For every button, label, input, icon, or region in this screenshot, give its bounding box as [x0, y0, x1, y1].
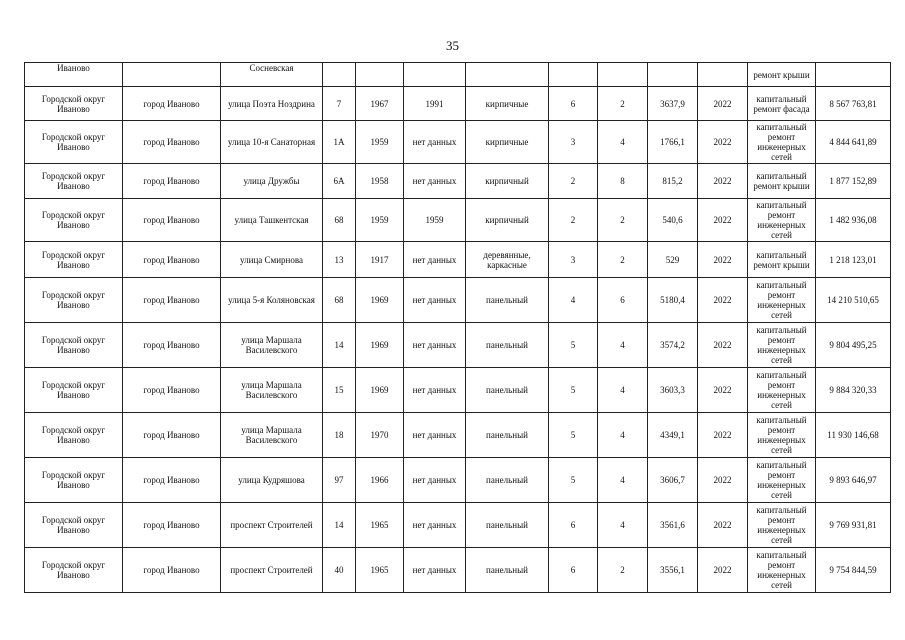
- renovated-cell: нет данных: [404, 548, 466, 593]
- entrances-cell: 2: [598, 548, 648, 593]
- area-cell: 3603,3: [648, 368, 698, 413]
- floors-cell: 6: [549, 503, 598, 548]
- renovated-cell: нет данных: [404, 503, 466, 548]
- work-cell: капитальный ремонт инженерных сетей: [748, 323, 816, 368]
- entrances-cell: 4: [598, 323, 648, 368]
- floors-cell: 4: [549, 278, 598, 323]
- table-row: [25, 199, 891, 242]
- house-cell: 68: [323, 278, 356, 323]
- walls-cell: панельный: [466, 413, 549, 458]
- settlement-cell: город Иваново: [123, 242, 221, 278]
- house-cell: 97: [323, 458, 356, 503]
- housing-repair-table: [24, 62, 891, 593]
- work-cell: капитальный ремонт инженерных сетей: [748, 458, 816, 503]
- settlement-cell: город Иваново: [123, 278, 221, 323]
- settlement-cell: город Иваново: [123, 548, 221, 593]
- walls-cell: панельный: [466, 503, 549, 548]
- table-row: [25, 548, 891, 593]
- year-cell: 2022: [698, 199, 748, 242]
- table-row: [25, 164, 891, 199]
- renovated-cell: нет данных: [404, 413, 466, 458]
- renovated-cell: нет данных: [404, 242, 466, 278]
- renovated-cell: нет данных: [404, 164, 466, 199]
- municipality-cell: Городской округ Иваново: [25, 458, 123, 503]
- settlement-cell: город Иваново: [123, 164, 221, 199]
- work-cell: капитальный ремонт крыши: [748, 164, 816, 199]
- year-cell: 2022: [698, 458, 748, 503]
- table-row: [25, 368, 891, 413]
- area-cell: 529: [648, 242, 698, 278]
- municipality-cell: Городской округ Иваново: [25, 199, 123, 242]
- municipality-cell: Городской округ Иваново: [25, 323, 123, 368]
- year-cell: 2022: [698, 548, 748, 593]
- area-cell: 815,2: [648, 164, 698, 199]
- floors-cell: 5: [549, 323, 598, 368]
- cost-cell: 1 218 123,01: [816, 242, 891, 278]
- settlement-cell: город Иваново: [123, 368, 221, 413]
- area-cell: 4349,1: [648, 413, 698, 458]
- street-cell: улица Маршала Василевского: [221, 368, 323, 413]
- year-cell: 2022: [698, 413, 748, 458]
- year-cell: 2022: [698, 164, 748, 199]
- cost-cell: 11 930 146,68: [816, 413, 891, 458]
- walls-cell: панельный: [466, 368, 549, 413]
- renovated-cell: 1991: [404, 87, 466, 121]
- area-cell: 1766,1: [648, 121, 698, 164]
- municipality-cell: Иваново: [25, 63, 123, 87]
- house-cell: 18: [323, 413, 356, 458]
- area-cell: 3556,1: [648, 548, 698, 593]
- area-cell: 3561,6: [648, 503, 698, 548]
- built-cell: 1965: [356, 548, 404, 593]
- municipality-cell: Городской округ Иваново: [25, 121, 123, 164]
- year-cell: 2022: [698, 503, 748, 548]
- house-cell: 15: [323, 368, 356, 413]
- municipality-cell: Городской округ Иваново: [25, 548, 123, 593]
- street-cell: проспект Строителей: [221, 548, 323, 593]
- built-cell: 1967: [356, 87, 404, 121]
- table-row: [25, 323, 891, 368]
- street-cell: улица Дружбы: [221, 164, 323, 199]
- walls-cell: панельный: [466, 278, 549, 323]
- walls-cell: кирпичный: [466, 199, 549, 242]
- built-cell: 1959: [356, 121, 404, 164]
- built-cell: 1965: [356, 503, 404, 548]
- area-cell: 540,6: [648, 199, 698, 242]
- settlement-cell: город Иваново: [123, 199, 221, 242]
- municipality-cell: Городской округ Иваново: [25, 368, 123, 413]
- street-cell: улица 10-я Санаторная: [221, 121, 323, 164]
- settlement-cell: [123, 63, 221, 87]
- settlement-cell: город Иваново: [123, 323, 221, 368]
- street-cell: улица 5-я Коляновская: [221, 278, 323, 323]
- settlement-cell: город Иваново: [123, 121, 221, 164]
- floors-cell: 5: [549, 368, 598, 413]
- entrances-cell: 4: [598, 458, 648, 503]
- work-cell: капитальный ремонт фасада: [748, 87, 816, 121]
- work-cell: капитальный ремонт инженерных сетей: [748, 199, 816, 242]
- walls-cell: кирпичные: [466, 121, 549, 164]
- walls-cell: кирпичный: [466, 164, 549, 199]
- cost-cell: 4 844 641,89: [816, 121, 891, 164]
- work-cell: капитальный ремонт инженерных сетей: [748, 368, 816, 413]
- floors-cell: 6: [549, 548, 598, 593]
- entrances-cell: 4: [598, 413, 648, 458]
- work-cell: капитальный ремонт инженерных сетей: [748, 413, 816, 458]
- work-cell: ремонт крыши: [748, 63, 816, 87]
- entrances-cell: 4: [598, 503, 648, 548]
- renovated-cell: нет данных: [404, 121, 466, 164]
- municipality-cell: Городской округ Иваново: [25, 413, 123, 458]
- year-cell: 2022: [698, 323, 748, 368]
- house-cell: 6А: [323, 164, 356, 199]
- built-cell: 1969: [356, 278, 404, 323]
- floors-cell: 2: [549, 164, 598, 199]
- entrances-cell: 2: [598, 242, 648, 278]
- table-row-continued: [25, 63, 891, 87]
- entrances-cell: 2: [598, 199, 648, 242]
- municipality-cell: Городской округ Иваново: [25, 87, 123, 121]
- floors-cell: 5: [549, 413, 598, 458]
- year-cell: 2022: [698, 278, 748, 323]
- floors-cell: 2: [549, 199, 598, 242]
- renovated-cell: 1959: [404, 199, 466, 242]
- cost-cell: 14 210 510,65: [816, 278, 891, 323]
- area-cell: 3637,9: [648, 87, 698, 121]
- area-cell: 5180,4: [648, 278, 698, 323]
- floors-cell: 6: [549, 87, 598, 121]
- house-cell: 1А: [323, 121, 356, 164]
- work-cell: капитальный ремонт инженерных сетей: [748, 503, 816, 548]
- entrances-cell: 4: [598, 368, 648, 413]
- walls-cell: панельный: [466, 458, 549, 503]
- house-cell: 13: [323, 242, 356, 278]
- area-cell: 3606,7: [648, 458, 698, 503]
- built-cell: 1966: [356, 458, 404, 503]
- cost-cell: 8 567 763,81: [816, 87, 891, 121]
- street-cell: улица Кудряшова: [221, 458, 323, 503]
- table-row: [25, 503, 891, 548]
- street-cell: Сосневская: [221, 63, 323, 87]
- work-cell: капитальный ремонт крыши: [748, 242, 816, 278]
- table-row: [25, 87, 891, 121]
- built-cell: 1917: [356, 242, 404, 278]
- house-cell: 40: [323, 548, 356, 593]
- built-cell: 1959: [356, 199, 404, 242]
- settlement-cell: город Иваново: [123, 503, 221, 548]
- walls-cell: кирпичные: [466, 87, 549, 121]
- cost-cell: 9 893 646,97: [816, 458, 891, 503]
- house-cell: 14: [323, 503, 356, 548]
- entrances-cell: 2: [598, 87, 648, 121]
- street-cell: улица Маршала Василевского: [221, 413, 323, 458]
- year-cell: 2022: [698, 87, 748, 121]
- table-row: [25, 121, 891, 164]
- cost-cell: 9 769 931,81: [816, 503, 891, 548]
- work-cell: капитальный ремонт инженерных сетей: [748, 121, 816, 164]
- area-cell: 3574,2: [648, 323, 698, 368]
- entrances-cell: 8: [598, 164, 648, 199]
- street-cell: улица Маршала Василевского: [221, 323, 323, 368]
- walls-cell: панельный: [466, 548, 549, 593]
- municipality-cell: Городской округ Иваново: [25, 242, 123, 278]
- street-cell: улица Поэта Ноздрина: [221, 87, 323, 121]
- table-row: [25, 278, 891, 323]
- floors-cell: 3: [549, 121, 598, 164]
- house-cell: 14: [323, 323, 356, 368]
- cost-cell: 9 754 844,59: [816, 548, 891, 593]
- year-cell: 2022: [698, 121, 748, 164]
- municipality-cell: Городской округ Иваново: [25, 278, 123, 323]
- house-cell: 7: [323, 87, 356, 121]
- cost-cell: 1 877 152,89: [816, 164, 891, 199]
- year-cell: 2022: [698, 368, 748, 413]
- street-cell: улица Ташкентская: [221, 199, 323, 242]
- walls-cell: панельный: [466, 323, 549, 368]
- municipality-cell: Городской округ Иваново: [25, 503, 123, 548]
- cost-cell: 9 804 495,25: [816, 323, 891, 368]
- renovated-cell: нет данных: [404, 278, 466, 323]
- table-row: [25, 458, 891, 503]
- settlement-cell: город Иваново: [123, 87, 221, 121]
- cost-cell: 1 482 936,08: [816, 199, 891, 242]
- house-cell: 68: [323, 199, 356, 242]
- municipality-cell: Городской округ Иваново: [25, 164, 123, 199]
- street-cell: проспект Строителей: [221, 503, 323, 548]
- built-cell: 1969: [356, 323, 404, 368]
- walls-cell: деревянные, каркасные: [466, 242, 549, 278]
- year-cell: 2022: [698, 242, 748, 278]
- floors-cell: 3: [549, 242, 598, 278]
- renovated-cell: нет данных: [404, 368, 466, 413]
- floors-cell: 5: [549, 458, 598, 503]
- work-cell: капитальный ремонт инженерных сетей: [748, 278, 816, 323]
- settlement-cell: город Иваново: [123, 458, 221, 503]
- table-row: [25, 242, 891, 278]
- work-cell: капитальный ремонт инженерных сетей: [748, 548, 816, 593]
- renovated-cell: нет данных: [404, 323, 466, 368]
- page-number: 35: [446, 38, 459, 53]
- built-cell: 1958: [356, 164, 404, 199]
- street-cell: улица Смирнова: [221, 242, 323, 278]
- settlement-cell: город Иваново: [123, 413, 221, 458]
- built-cell: 1970: [356, 413, 404, 458]
- table-row: [25, 413, 891, 458]
- built-cell: 1969: [356, 368, 404, 413]
- entrances-cell: 4: [598, 121, 648, 164]
- entrances-cell: 6: [598, 278, 648, 323]
- renovated-cell: нет данных: [404, 458, 466, 503]
- cost-cell: 9 884 320,33: [816, 368, 891, 413]
